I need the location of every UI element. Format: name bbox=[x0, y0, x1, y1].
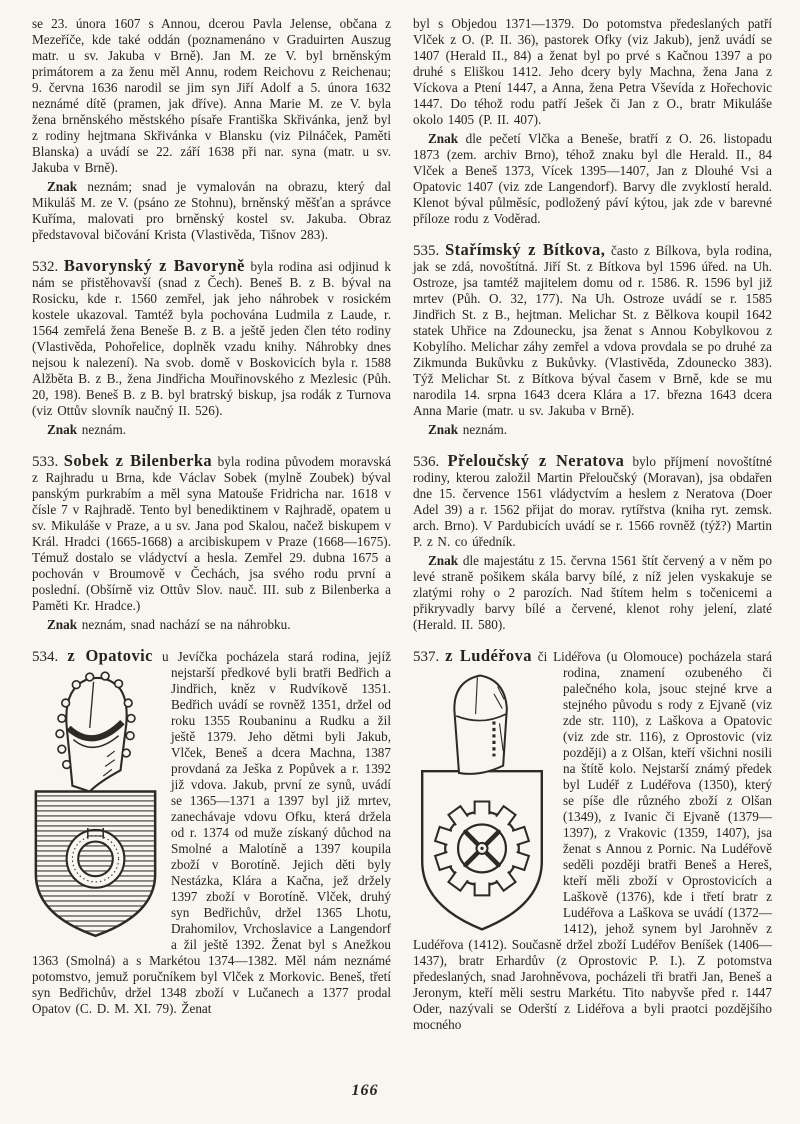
entry-title: Stařímský z Bítkova, bbox=[445, 240, 606, 259]
helm-cogwheel-shield-icon bbox=[413, 668, 551, 935]
znak-text: dle pečetí Vlčka a Beneše, bratří z O. 26. listopadu 1873 (zem. archiv Brno), téhož znaku byl dle Herald. II., 84 Vlček a Beneš 1373, Vícek 1395—1407, Jan z Dlouhé Vsi a Opatovic 1407 (viz zde Langendorf). Barvy dle zvyklostí herald. Klenot býval půlměsíc, podložený páví kýtou, jak zde v barevné příloze rodu z Voděrad. bbox=[413, 131, 772, 226]
entry-537 bbox=[413, 648, 772, 1033]
opatovic-coat-of-arms-illustration bbox=[32, 668, 159, 940]
entry-number: 532. bbox=[32, 259, 59, 275]
entry-body-text: stará rodina, znamení ozubeného či palečného kola, jsouc stejné krve a stejného původu s rody z Ejvaně (viz zde str. 110), z Laškova a Opatovic (viz zde str. 116), z Oprostovic (viz později) a z Olšan, kteří všichni nosili na štítě kolo. Nejstarší známý předek byl Ludéř z Ludéřova (1350), který se píše dle různého zboží z Olšan (1349), z Ivanic či Ejvaně (1379—1397), z Vrakovic (1359, 1407), jsa ženat s Annou z Pornic. Na Ludéřově seděli později bratři Beneš a Hereš, kteří měli zboží v Oprostovicích a Laškově (1376), kde i třetí bratr z Ludéřova a Laškova se uvádí (1372—1412), jehož synem byl Jarohněv z Ludéřova (1412). Současně držel zboží Ludéřov Beníšek (1406—1437), bratr Erhardův (z Oprostovic P. I.). Z potomstva předeslaných, snad Jarohněvova, pocházeli tři bratři Jan, Beneš a Jeronym, kteří měli sestru Markétu. Tito nabyvše před r. 1447 Oder, nazývali se Oderští z Lidéřova a byli praotci pozdějšího mocného bbox=[413, 649, 773, 1032]
left-column bbox=[32, 16, 391, 1033]
entry-number: 534. bbox=[32, 649, 59, 665]
entry-532 bbox=[32, 258, 391, 419]
entry-title: z Opatovic bbox=[67, 646, 153, 665]
znak-paragraph bbox=[32, 179, 391, 243]
znak-label: Znak bbox=[428, 131, 459, 146]
entry-number: 533. bbox=[32, 454, 59, 470]
znak-label: Znak bbox=[47, 422, 78, 437]
entry-535 bbox=[413, 242, 772, 419]
two-column-text bbox=[32, 16, 772, 1033]
znak-paragraph bbox=[413, 422, 772, 438]
page-number: 166 bbox=[351, 1082, 379, 1099]
continuation-paragraph: byl s Objedou 1371—1379. Do potomstva předeslaných patří Vlček z O. (P. II. 36), pastorek Ofky (viz Jakub), jenž uvádí se 1407 (Herald II., 84) a ženat byl po prvé s Kačnou 1397 a po druhé s Eliškou 1412. Jeho dcery byly Machna, žena Jana z Víckova a Ptení 1447, a Anna, žena Petra Vševída z Hořechovic 1447. Do téhož rodu patří Ješek či Jan z O., bratr Mikuláše okolo 1405 (P. II. 407). bbox=[413, 16, 772, 127]
entry-title: Sobek z Bilenberka bbox=[63, 451, 213, 470]
entry-body-text: byla rodina původem moravská z Rajhradu u Brna, kde Václav Sobek (mylně Zoubek) býval panským purkrabím a měl syna Matouše Fridricha nar. 1618 v čísle 7 v Rajhradě. Tento byl benediktinem v Rajhradě, opatem u sv. Mikuláše v Praze, a u sv. Jana pod Skalou, načež biskupem v Král. Hradci (1665-1668) a arcibiskupem v Praze (1668—1675). Témuž dostalo se vládyctví a hesla. Zemřel 29. dubna 1675 a pochován v Broumově v Čechách, jsa svého rodu první a poslední. (Obšírně viz Ottův Slov. nauč. III. sub z Bilenberka a Paměti Kr. Hradce.) bbox=[32, 454, 391, 613]
znak-label: Znak bbox=[47, 179, 78, 194]
entry-body-text: či Lidéřova (u Olomouce) pocházela bbox=[537, 649, 742, 664]
entry-number: 536. bbox=[413, 454, 440, 470]
znak-paragraph bbox=[413, 131, 772, 227]
znak-paragraph bbox=[32, 422, 391, 438]
right-column bbox=[413, 16, 772, 1033]
znak-label: Znak bbox=[428, 422, 459, 437]
znak-paragraph bbox=[413, 553, 772, 633]
entry-534 bbox=[32, 648, 391, 1017]
znak-paragraph bbox=[32, 617, 391, 633]
znak-text: neznám, snad nachází se na náhrobku. bbox=[81, 617, 291, 632]
helm-crescent-shield-icon bbox=[32, 668, 159, 940]
znak-label: Znak bbox=[47, 617, 78, 632]
luderov-coat-of-arms-illustration bbox=[413, 668, 551, 935]
znak-text: neznám; snad je vymalován na obrazu, který dal Mikuláš M. ze V. (psáno ze Stohnu), brněnský měšťan a správce Kuříma, malovati pro brněnský kostel sv. Jakuba. Obraz představoval bičování Krista (Vlastivěda, Tišnov 283). bbox=[32, 179, 391, 242]
znak-text: neznám. bbox=[462, 422, 508, 437]
entry-title: Přeloučský z Neratova bbox=[447, 451, 625, 470]
entry-body-text: bylo příjmení novoštítné rodiny, kterou založil Martin Přeloučský (Moravan), jsa obdařen dne 15. července 1561 vládyctvím a heslem z Neratova (Doer Adel 39) a r. 1562 přijat do morav. rytířstva (kniha ryt. zemsk. arch. Brno). V Pardubicích uvádí se r. 1566 rovněž (týž?) Martin P. z N. co úředník. bbox=[413, 454, 772, 549]
entry-body-text: u Jevíčka pocházela stará rodina, bbox=[161, 649, 360, 664]
znak-text: dle majestátu z 15. června 1561 štít červený a v něm po levé straně pošikem skála barvy bílé, z níž jelen vyskakuje se zlatými rohy o 2 parozích. Nad štítem helm s točenicemi a přikryvadly barvy bílé a červené, klenot rohy jelení, zlaté (Herald. II. 580). bbox=[413, 553, 773, 632]
znak-text: neznám. bbox=[81, 422, 127, 437]
entry-body-text: jejíž nejstarší předkové byli bratři Bedřich a Jindřich, kněz v Rudvíkově 1351. Bedřich uvádí se rovněž 1351, držel od roku 1355 Roubaninu a Rudku a žil ještě 1379. Jeho dětmi byli Jakub, Vlček, Beneš a dcera Machna, 1387 provdaná za Ješka z Popůvek a r. 1392 již vdova. Jakub, první ze synů, uvádí se 1365—1371 a 1397 byl již mrtev, zanechávaje vdovu Ofku, která držela od r. 1374 od muže získaný důchod na Smolné a Malotíně a 1397 koupila zboží v Borotíně. Jejich děti byly Nestázka, Klára a Kačna, jež držely 1397 zboží v Borotíně. Vlček, druhý syn Bedřichův, držel 1365 Lhotu, Drahomilov, Vrchoslavice a Langendorf a žil ještě 1392. Ženat byl s Anežkou 1363 (Smolná) a s Markétou 1374—1382. Měl nám neznámé potomstvo, jemuž poručníkem byl Vlček z Morkovic. Beneš, třetí syn Bedřichův, držel 1348 zboží v Lučanech a 1377 prodal Opatov (C. D. M. XI. 79). Ženat bbox=[32, 649, 391, 1016]
entry-title: Bavorynský z Bavoryně bbox=[63, 256, 245, 275]
continuation-paragraph: se 23. února 1607 s Annou, dcerou Pavla Jelense, občana z Mezeříče, kde také oddán (poznamenáno v Graduirten Auszug matr. u sv. Jakuba v Brně). Jan M. ze V. byl brněnským primátorem a za ženu měl Annu, rodem Reichovu z Reichenau; 9. června 1636 narodil se jim syn Jiří Adolf a 5. února 1632 neznámé dítě (pramen, jak dříve). Anna Marie M. ze V. byla žena brněnského městského písaře Františka Skřivánka, jenž byl z rodiny hejtmana Skřivánka v Blansku (viz Pilnáček, Paměti Blanska) a uvádí se 22. září 1638 při nar. syna (matr. u sv. Jakuba v Brně). bbox=[32, 16, 391, 175]
znak-label: Znak bbox=[428, 553, 459, 568]
entry-title: z Ludéřova bbox=[445, 646, 532, 665]
entry-536 bbox=[413, 453, 772, 550]
entry-number: 535. bbox=[413, 243, 440, 259]
entry-number: 537. bbox=[413, 649, 440, 665]
entry-533 bbox=[32, 453, 391, 614]
entry-body-text: byla rodina asi odjinud k nám se přistěhovavší (snad z Čech). Beneš B. z B. býval na Rosicku, kde r. 1560 zemřel, jak jeho náhrobek v rosickém kostele ukazoval. Tamtéž byla pochována Ludmila z Laude, r. 1564 zemřelá žena Beneše B. z B. a ještě jeden člen této rodiny (Vlastivěda, Pohořelice, doplněk vzadu knihy. Náhrobky dnes nejsou k nalezení). Na svob. domě v Boskovicích byla r. 1588 Alžběta B. z B., žena Jindřicha Mouřinovského z Mezlesic (Půh. 20, 198). Beneš B. z B. byl bratrský biskup, jsa rodák z Turnova (viz Ottův slovník naučný II. 526). bbox=[32, 259, 391, 418]
entry-body-text: často z Bílkova, byla rodina, jak se zdá, novoštítná. Jiří St. z Bítkova byl 1596 úřed. na Uh. Ostroze, jsa tamtéž majitelem domu od r. 1586. R. 1596 byl již mrtev (Půh. O. 32, 177). Na Uh. Ostroze uvádí se r. 1585 Jindřich St. z B., hejtman. Melichar St. z Bělkova koupil 1642 statek Uhřice na Zdounecku, jsa ženat s Annou Kobylkovou z Kobylího. Melichar záhy zemřel a vdova provdala se po druhé za Zikmunda Bukůvku z Bukůvky. (Vlastivěda, Zdounecko 383). Týž Melichar St. z Bítkova býval časem v Brně, kde se mu narodila 14. srpna 1643 dcera Klára a 17. března 1643 dcera Anna Marie (matr. u sv. Jakuba v Brně). bbox=[413, 243, 772, 418]
